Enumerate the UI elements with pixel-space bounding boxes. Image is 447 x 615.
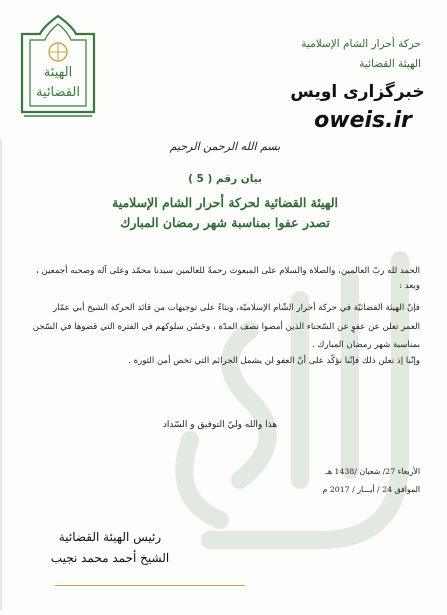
dept-name: الهيئة القضائية	[359, 58, 421, 70]
page-edge	[0, 140, 2, 610]
date-hijri: الأربعاء 27/ شعبان /1438 هـ	[325, 467, 420, 476]
title-line-1: الهيئة القضائية لحركة أحرار الشام الإسلامية	[112, 195, 338, 210]
title-line-2: تصدر عفوا بمناسبة شهر رمضان المبارك	[120, 215, 330, 230]
news-agency-logo: خبرگزاری اویس	[290, 82, 425, 102]
emblem-text-top: الهيئة	[43, 65, 73, 80]
statement-number: بيان رقم ( 5 )	[188, 173, 262, 185]
emblem-text-bottom: القضائية	[36, 85, 80, 100]
org-name: حركة أحرار الشام الإسلامية	[301, 38, 421, 50]
signatory-name: الشيخ أحمد محمد نجيب	[50, 551, 170, 565]
body-line: بمناسبة شهر رمضان المبارك .	[311, 340, 420, 350]
basmala: بسم الله الرحمن الرحيم	[169, 140, 281, 153]
body-line: الحمد لله ربّ العالمين، والصلاة والسلام على المبعوث رحمةً للعالمين سيدنا محمّد وعلى آله وصحبه أجمعين ،	[36, 266, 420, 276]
news-agency-url: oweis.ir	[314, 108, 412, 133]
body-line: وبعد :	[399, 281, 420, 291]
signatory-title: رئيس الهيئة القضائية	[58, 530, 162, 544]
body-line: وإنّنا إذ نعلن ذلك فإنّنا نؤكّد على أنّ العفو لن يشمل الجرائم التي تخص أمن الثورة .	[128, 356, 420, 366]
footer-divider	[55, 585, 245, 586]
date-gregorian: الموافق 24 / أيـــار / 2017 م	[322, 485, 420, 494]
body-line: فإنّ الهيئة القضائيّة في حركة أحرار الشّام الإسلاميّة، وبناءً على توجيهات من قائد الحركة الشيخ أبي عمّار	[52, 303, 420, 313]
closing-phrase: هذا والله وليّ التوفيق و السّداد	[162, 420, 278, 430]
body-line: العمر تعلن عن عفوٍ عن السّجناء الذين أمضوا نصف المدّة ، وحَسُن سلوكهم في الفترة التي قضوها في السّجن	[32, 322, 420, 332]
judiciary-emblem	[14, 12, 102, 122]
